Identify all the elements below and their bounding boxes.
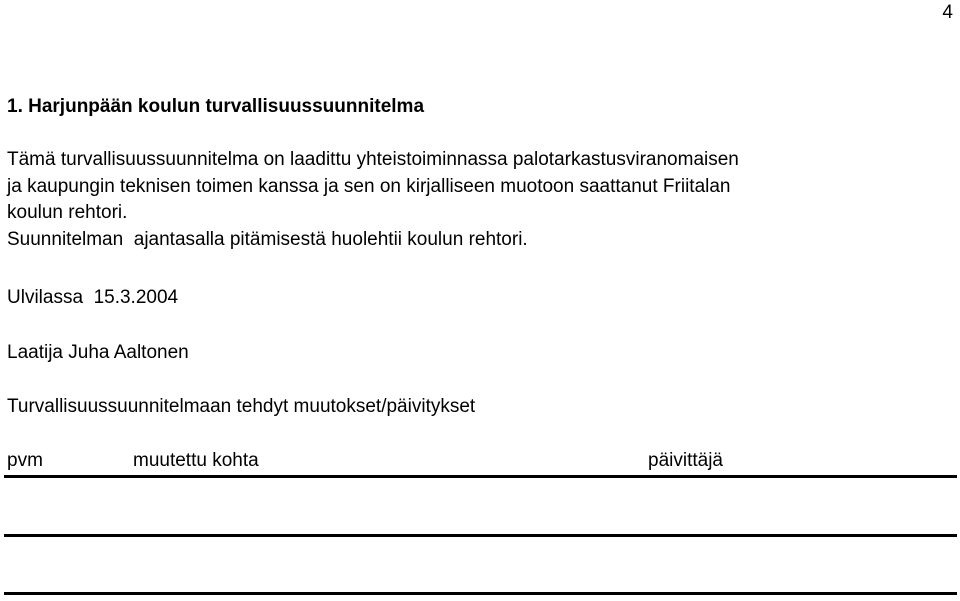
intro-line: ja kaupungin teknisen toimen kanssa ja sen on kirjalliseen muotoon saattanut Friitalan	[7, 175, 731, 197]
place-date: Ulvilassa 15.3.2004	[7, 287, 179, 308]
intro-line: koulun rehtori.	[7, 202, 128, 223]
author-line: Laatija Juha Aaltonen	[7, 342, 189, 363]
section-heading: 1. Harjunpään koulun turvallisuussuunnitelma	[7, 96, 425, 117]
changes-table-header	[7, 450, 957, 477]
maintenance-paragraph: Suunnitelman ajantasalla pitämisestä huolehtii koulun rehtori.	[7, 229, 528, 250]
column-header-paivittaja: päivittäjä	[648, 450, 723, 471]
table-rule	[4, 534, 957, 537]
table-rule	[4, 592, 957, 595]
intro-line: Tämä turvallisuussuunnitelma on laadittu yhteistoiminnassa palotarkastusviranomaisen	[7, 149, 739, 170]
table-rule	[4, 475, 957, 478]
intro-paragraph	[7, 147, 739, 227]
changes-title: Turvallisuussuunnitelmaan tehdyt muutokset/päivitykset	[7, 396, 476, 417]
page-number: 4	[942, 2, 953, 23]
column-header-muutettu-kohta: muutettu kohta	[133, 450, 259, 471]
column-header-pvm: pvm	[7, 450, 43, 471]
